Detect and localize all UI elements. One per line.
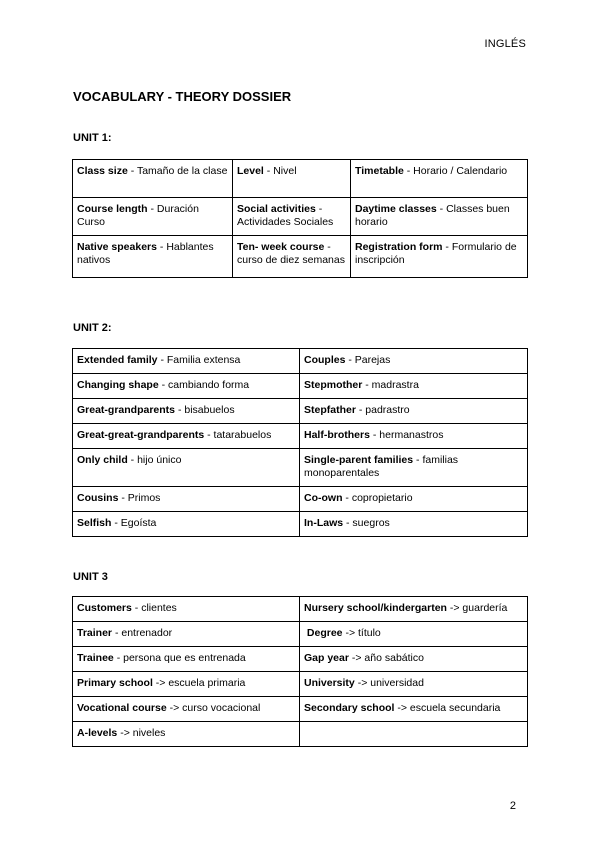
vocab-term: Gap year [304,652,349,664]
vocab-cell [351,160,528,198]
vocab-term: Couples [304,354,346,366]
vocab-cell [300,424,528,449]
vocab-cell [73,672,300,697]
unit-3-vocabulary-table [72,596,528,747]
vocab-term: Primary school [77,677,153,689]
vocab-definition: -> curso vocacional [166,702,261,714]
vocab-definition: - Horario / Calendario [403,165,508,177]
vocab-term: Changing shape [77,379,159,391]
vocab-cell [233,236,351,278]
vocab-term: Daytime classes [355,203,437,215]
table-row [73,349,528,374]
vocab-cell [73,487,300,512]
vocab-term: Degree [304,627,343,639]
vocab-cell [233,198,351,236]
table-row [73,198,528,236]
table-row [73,487,528,512]
vocab-definition: -> niveles [117,727,166,739]
vocab-term: Vocational course [77,702,167,714]
vocab-term: Co-own [304,492,343,504]
vocab-cell [300,374,528,399]
vocab-term: In-Laws [304,517,344,529]
vocab-cell [300,487,528,512]
table-row [73,399,528,424]
table-row [73,424,528,449]
vocab-term: University [304,677,355,689]
vocab-definition: -> escuela primaria [152,677,246,689]
unit-2-title: UNIT 2: [73,322,112,334]
vocab-cell [300,512,528,537]
vocab-cell [233,160,351,198]
table-row [73,449,528,487]
vocab-definition: - entrenador [112,627,173,639]
vocab-term: Timetable [355,165,404,177]
vocab-definition: - madrastra [362,379,419,391]
vocab-cell [73,399,300,424]
vocab-definition: - Familia extensa [157,354,241,366]
table-row [73,647,528,672]
unit-1-vocabulary-table [72,159,528,278]
vocab-definition: - tatarabuelos [204,429,272,441]
vocab-cell [300,672,528,697]
vocab-term: Ten- week course [237,241,325,253]
vocab-term: Great-grandparents [77,404,176,416]
vocab-term: Stepfather [304,404,356,416]
vocab-cell [73,198,233,236]
vocab-term: Extended family [77,354,158,366]
vocab-cell [73,512,300,537]
vocab-definition: - Actividades Sociales [237,203,334,228]
vocab-term: Trainer [77,627,113,639]
vocab-definition: - padrastro [355,404,410,416]
vocab-definition: - Nivel [263,165,297,177]
vocab-term: Great-great-grandparents [77,429,205,441]
table-row [73,512,528,537]
vocab-term: Trainee [77,652,114,664]
vocab-definition: - Primos [118,492,161,504]
vocab-term: Single-parent families [304,454,414,466]
vocab-term: Nursery school/kindergarten [304,602,447,614]
vocab-definition: - hijo único [127,454,182,466]
vocab-term: Registration form [355,241,443,253]
vocab-definition: - Formulario de inscripción [355,241,517,266]
vocab-cell [73,722,300,747]
vocab-definition: - Tamaño de la clase [127,165,228,177]
vocab-definition: -> escuela secundaria [394,702,501,714]
vocab-definition: - Classes buen horario [355,203,510,228]
vocab-definition: - clientes [131,602,177,614]
vocab-definition: -> año sabático [348,652,424,664]
vocab-definition: - Hablantes nativos [77,241,214,266]
vocab-term: Cousins [77,492,119,504]
vocab-definition: - copropietario [342,492,413,504]
table-row [73,697,528,722]
vocab-term: Half-brothers [304,429,370,441]
table-row [73,597,528,622]
vocab-term: Native speakers [77,241,157,253]
vocab-cell [300,349,528,374]
vocab-cell [300,697,528,722]
vocab-cell [300,399,528,424]
vocab-definition: - persona que es entrenada [113,652,246,664]
vocab-definition: - Duración Curso [77,203,199,228]
vocab-definition: - suegros [343,517,390,529]
table-row [73,160,528,198]
table-row [73,622,528,647]
vocab-cell [300,622,528,647]
vocab-term: Stepmother [304,379,363,391]
vocab-cell [73,424,300,449]
vocab-cell [351,198,528,236]
vocab-definition: -> título [342,627,381,639]
vocab-cell [300,647,528,672]
subject-header: INGLÉS [484,38,526,50]
page-number: 2 [509,800,516,812]
vocab-cell [73,697,300,722]
vocab-term: Level [237,165,264,177]
vocab-term: Customers [77,602,132,614]
vocab-cell [73,374,300,399]
vocab-definition: -> universidad [354,677,424,689]
vocab-cell [351,236,528,278]
table-row [73,722,528,747]
vocab-cell [73,160,233,198]
unit-3-title: UNIT 3 [73,571,108,583]
unit-2-vocabulary-table [72,348,528,537]
table-row [73,672,528,697]
document-title: VOCABULARY - THEORY DOSSIER [73,89,292,104]
vocab-cell [73,449,300,487]
vocab-term: Class size [77,165,128,177]
vocab-cell [300,597,528,622]
vocab-term: A-levels [77,727,118,739]
vocab-term: Social activities [237,203,316,215]
vocab-definition: - bisabuelos [175,404,235,416]
vocab-definition: - Egoísta [111,517,157,529]
unit-1-title: UNIT 1: [73,132,112,144]
vocab-definition: - hermanastros [369,429,444,441]
vocab-definition: -> guardería [446,602,508,614]
vocab-term: Secondary school [304,702,395,714]
vocab-cell [73,622,300,647]
vocab-definition: - cambiando forma [158,379,250,391]
vocab-cell [73,597,300,622]
vocab-term: Course length [77,203,148,215]
table-row [73,236,528,278]
vocab-term: Only child [77,454,128,466]
vocab-definition: - Parejas [345,354,391,366]
vocab-definition: - familias monoparentales [304,454,459,479]
table-row [73,374,528,399]
vocab-definition: - curso de diez semanas [237,241,345,266]
vocab-cell [73,236,233,278]
vocab-term: Selfish [77,517,112,529]
vocab-cell [300,449,528,487]
vocab-cell [73,349,300,374]
empty-cell [300,722,528,747]
vocab-cell [73,647,300,672]
